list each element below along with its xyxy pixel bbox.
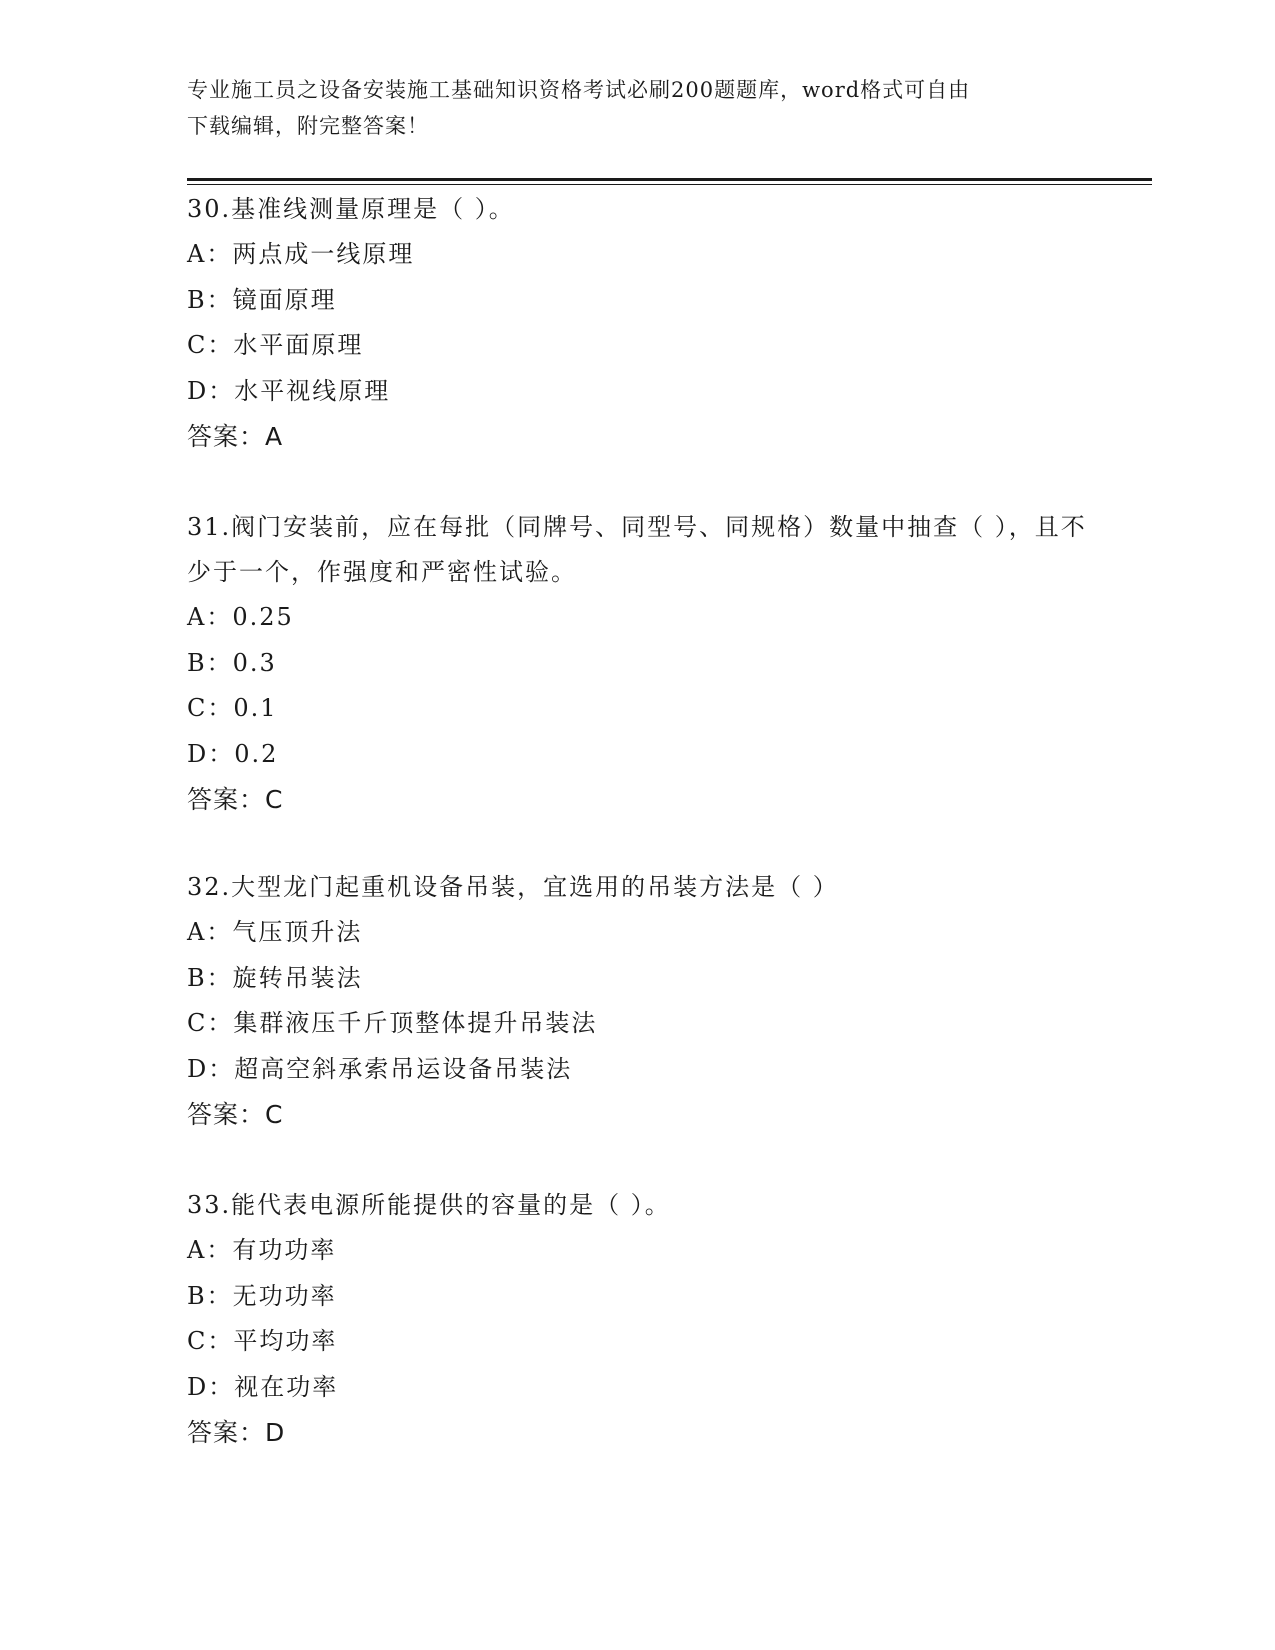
option-c: C：集群液压千斤顶整体提升吊装法: [187, 1009, 598, 1037]
option-a: A：有功功率: [187, 1236, 337, 1264]
question-33: [187, 1183, 1087, 1456]
question-31: [187, 505, 1087, 823]
option-a: A：气压顶升法: [187, 918, 363, 946]
option-c: C：平均功率: [187, 1327, 338, 1355]
option-b: B：0.3: [187, 648, 277, 677]
header-divider-thick: [187, 178, 1152, 181]
option-d: D：超高空斜承索吊运设备吊装法: [187, 1054, 573, 1083]
option-b: B：无功功率: [187, 1281, 337, 1310]
option-d: D：0.2: [187, 739, 279, 768]
question-stem: 31.阀门安装前，应在每批（同牌号、同型号、同规格）数量中抽查（ ），且不少于一个，作强度和严密性试验。: [187, 513, 1087, 586]
answer-line: 答案：D: [187, 1418, 286, 1447]
option-d: D：水平视线原理: [187, 376, 391, 405]
document-header: [187, 72, 1067, 144]
answer-line: 答案：C: [187, 1100, 284, 1129]
option-c: C：水平面原理: [187, 331, 364, 359]
option-c: C：0.1: [187, 694, 278, 722]
option-d: D：视在功率: [187, 1372, 339, 1401]
option-b: B：旋转吊装法: [187, 963, 363, 992]
question-stem: 32.大型龙门起重机设备吊装，宜选用的吊装方法是（ ）: [187, 873, 839, 901]
header-divider-thin: [187, 184, 1152, 185]
option-a: A：两点成一线原理: [187, 240, 415, 268]
answer-line: 答案：C: [187, 785, 284, 814]
question-30: [187, 187, 1087, 460]
header-title-line-2: 下载编辑，附完整答案！: [187, 114, 429, 138]
option-a: A：0.25: [187, 603, 294, 631]
question-stem: 30.基准线测量原理是（ ）。: [187, 195, 515, 223]
option-b: B：镜面原理: [187, 285, 337, 314]
header-title-line-1: 专业施工员之设备安装施工基础知识资格考试必刷200题题库，word格式可自由: [187, 78, 971, 102]
answer-line: 答案：A: [187, 422, 284, 451]
question-stem: 33.能代表电源所能提供的容量的是（ ）。: [187, 1191, 671, 1219]
question-32: [187, 865, 1087, 1138]
